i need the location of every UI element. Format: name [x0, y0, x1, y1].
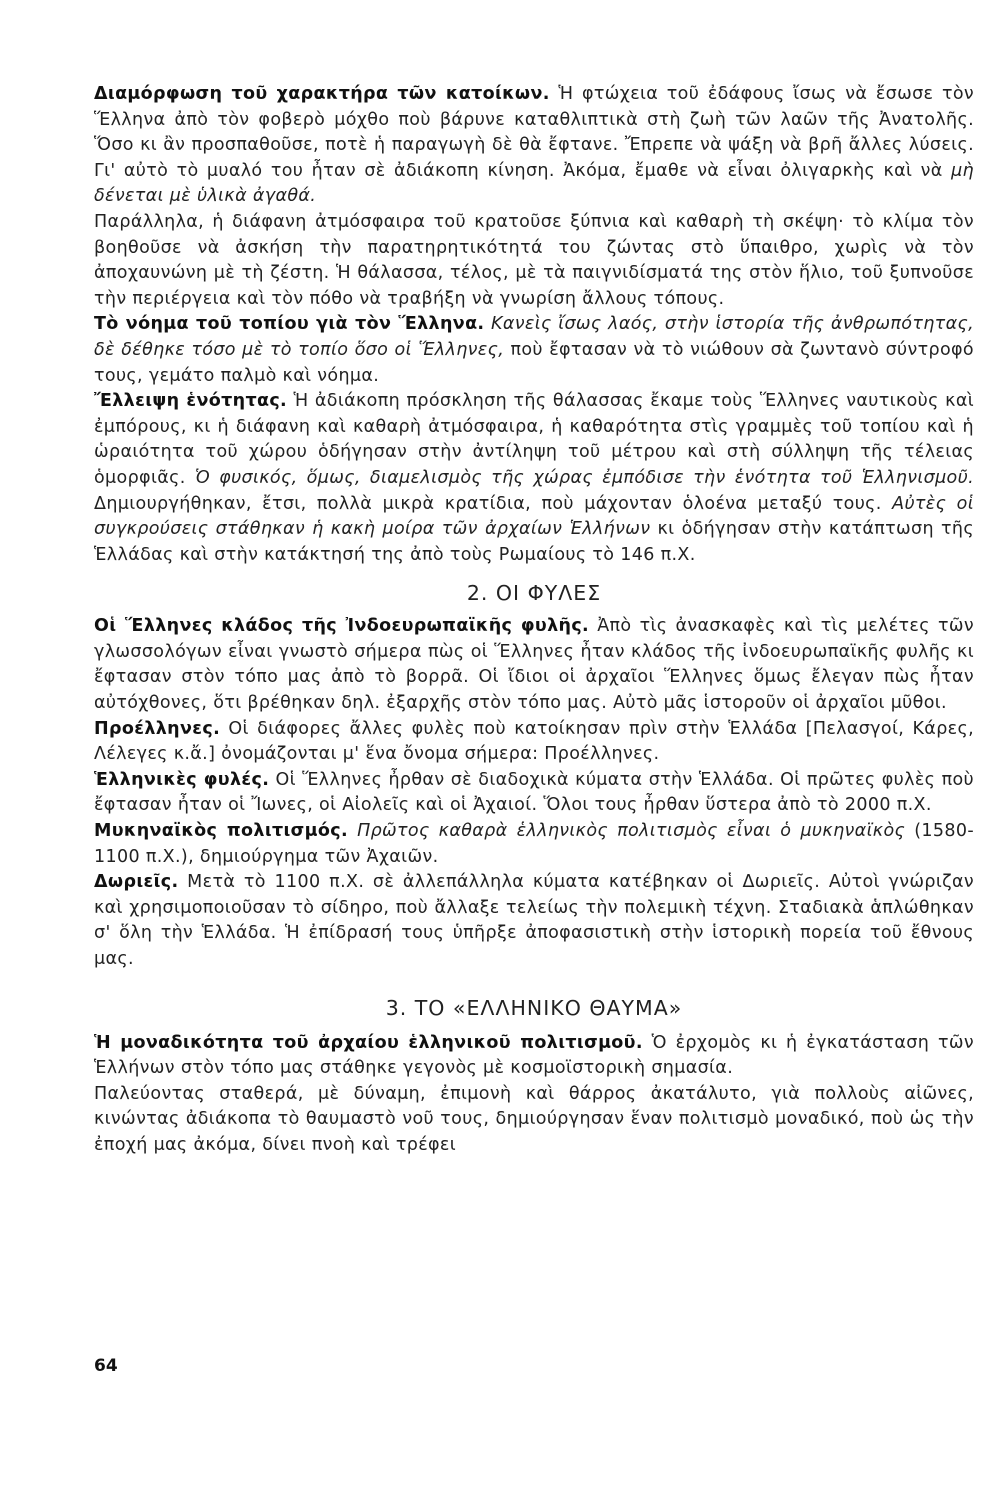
- paragraph-struggle: Παλεύοντας σταθερά, μὲ δύναμη, ἐπιμονὴ καὶ θάρρος ἀκατάλυτο, γιὰ πολλοὺς αἰῶνες, κινώντας ἀδιάκοπα τὸ θαυμαστὸ νοῦ τους, δημιούργησαν ἕναν πολιτισμὸ μοναδικό, ποὺ ὡς τὴν ἐποχή μας ἀκόμα, δίνει πνοὴ καὶ τρέφει: [94, 1083, 974, 1155]
- paragraph-unity: [94, 389, 974, 568]
- paragraph-text: (1580-1100 π.Χ.), δημιούργημα τῶν Ἀχαιῶν.: [94, 821, 975, 867]
- paragraph-text: Ἀπὸ τὶς ἀνασκαφὲς καὶ τὶς μελέτες τῶν γλωσσολόγων εἶναι γνωστὸ σήμερα πὼς οἱ Ἕλληνες ἦταν κλάδος τῆς ἰνδοευρωπαϊκῆς φυλῆς κι ἔφτασαν στὸν τόπο μας ἀπὸ τὸ βορρᾶ. Οἱ ἴδιοι οἱ ἀρχαῖοι Ἕλληνες ὅμως ἔλεγαν πὼς ἦταν αὐτόχθονες, ὅτι βρέθηκαν δηλ. ἐξαρχῆς στὸν τόπο μας. Αὐτὸ μᾶς ἱστοροῦν οἱ ἀρχαῖοι μῦθοι.: [94, 616, 974, 714]
- paragraph-heading: Δωριεῖς.: [94, 872, 179, 893]
- paragraph-heading: Τὸ νόημα τοῦ τοπίου γιὰ τὸν Ἕλληνα.: [94, 314, 485, 335]
- paragraph-italic: μὴ δένεται μὲ ὑλικὰ ἀγαθά.: [94, 160, 974, 207]
- paragraph-text: Οἱ διάφορες ἄλλες φυλὲς ποὺ κατοίκησαν πρὶν στὴν Ἑλλάδα [Πελασγοί, Κάρες, Λέλεγες κ.ἄ.] ὀνομάζονται μ' ἕνα ὄνομα σήμερα: Προέλληνες.: [94, 718, 974, 765]
- paragraph-text: κι ὁδήγησαν στὴν κατάπτωση τῆς Ἑλλάδας καὶ στὴν κατάκτησή της ἀπὸ τοὺς Ρωμαίους τὸ 146 π.Χ.: [94, 519, 974, 565]
- page-body: [94, 82, 974, 1159]
- paragraph-heading: Προέλληνες.: [94, 718, 221, 739]
- paragraph-italic: Κανεὶς ἴσως λαός, στὴν ἱστορία τῆς ἀνθρωπότητας, δὲ δέθηκε τόσο μὲ τὸ τοπίο ὅσο οἱ Ἕλληνες,: [94, 314, 974, 360]
- paragraph-landscape: [94, 312, 974, 389]
- paragraph-heading: Μυκηναϊκὸς πολιτισμός.: [94, 821, 348, 842]
- paragraph-text: Μετὰ τὸ 1100 π.Χ. σὲ ἀλλεπάλληλα κύματα κατέβηκαν οἱ Δωριεῖς. Αὐτοὶ γνώριζαν καὶ χρησιμοποιοῦσαν τὸ σίδηρο, ποὺ ἄλλαξε τελείως τὴν πολεμικὴ τέχνη. Σταδιακὰ ἁπλώθηκαν σ' ὅλη τὴν Ἑλλάδα. Ἡ ἐπίδρασή τους ὑπῆρξε ἀποφασιστικὴ στὴν ἱστορικὴ πορεία τοῦ ἔθνους μας.: [94, 872, 974, 969]
- paragraph-mycenaean: [94, 819, 974, 870]
- paragraph-text: Δημιουργήθηκαν, ἔτσι, πολλὰ μικρὰ κρατίδια, ποὺ μάχονταν ὁλοένα μεταξύ τους.: [94, 493, 893, 514]
- paragraph-text: Ἡ φτώχεια τοῦ ἐδάφους ἴσως νὰ ἔσωσε τὸν Ἕλληνα ἀπὸ τὸν φοβερὸ μόχθο ποὺ βάρυνε καταθλιπτικὰ στὴ ζωὴ τῶν λαῶν τῆς Ἀνατολῆς. Ὅσο κι ἂν προσπαθοῦσε, ποτὲ ἡ παραγωγὴ δὲ θὰ ἔφτανε. Ἔπρεπε νὰ ψάξη νὰ βρῆ ἄλλες λύσεις. Γι' αὐτὸ τὸ μυαλό του ἦταν σὲ ἀδιάκοπη κίνηση. Ἀκόμα, ἔμαθε νὰ εἶναι ὀλιγαρκὴς καὶ νὰ: [94, 84, 975, 181]
- paragraph-text: Οἱ Ἕλληνες ἦρθαν σὲ διαδοχικὰ κύματα στὴν Ἑλλάδα. Οἱ πρῶτες φυλὲς ποὺ ἔφτασαν ἦταν οἱ Ἴωνες, οἱ Αἰολεῖς καὶ οἱ Ἀχαιοί. Ὅλοι τους ἦρθαν ὕστερα ἀπὸ τὸ 2000 π.Χ.: [94, 769, 974, 816]
- paragraph-heading: Ἔλλειψη ἑνότητας.: [94, 391, 288, 412]
- paragraph-dorians: [94, 870, 974, 972]
- paragraph-heading: Ἡ μοναδικότητα τοῦ ἀρχαίου ἑλληνικοῦ πολιτισμοῦ.: [94, 1032, 643, 1053]
- section-heading-miracle: 3. ΤΟ «ΕΛΛΗΝΙΚΟ ΘΑΥΜΑ»: [385, 995, 683, 1020]
- paragraph-prehellenes: [94, 717, 974, 768]
- paragraph-indoeuropean: [94, 614, 974, 716]
- paragraph-italic: Ὁ φυσικός, ὅμως, διαμελισμὸς τῆς χώρας ἐμπόδισε τὴν ἑνότητα τοῦ Ἑλληνισμοῦ.: [194, 467, 974, 488]
- paragraph-text: Ἡ ἀδιάκοπη πρόσκληση τῆς θάλασσας ἔκαμε τοὺς Ἕλληνες ναυτικοὺς καὶ ἐμπόρους, κι ἡ διάφανη καὶ καθαρὴ ἀτμόσφαιρα, ἡ καθαρότητα στὶς γραμμὲς τοῦ τοπίου καὶ ἡ ὡραιότητα τοῦ χώρου ὁδήγησαν στὴν ἀντίληψη τοῦ μέτρου καὶ στὴ σύλληψη τῆς τέλειας ὁμορφιᾶς.: [94, 391, 974, 488]
- section-heading-tribes: 2. ΟΙ ΦΥΛΕΣ: [466, 581, 602, 606]
- paragraph-atmosphere: Παράλληλα, ἡ διάφανη ἀτμόσφαιρα τοῦ κρατοῦσε ξύπνια καὶ καθαρὴ τὴ σκέψη· τὸ κλίμα τὸν βοηθοῦσε νὰ ἀσκήση τὴν παρατηρητικότητά του ζώντας στὸ ὕπαιθρο, χωρὶς νὰ τὸν ἀποχαυνώνη μὲ τὴ ζέστη. Ἡ θάλασσα, τέλος, μὲ τὰ παιγνιδίσματά της στὸν ἥλιο, τοῦ ξυπνοῦσε τὴν περιέργεια καὶ τὸν πόθο νὰ τραβήξη νὰ γνωρίση ἄλλους τόπους.: [94, 211, 974, 309]
- paragraph-greek-tribes: [94, 768, 974, 819]
- paragraph-italic: Πρῶτος καθαρὰ ἑλληνικὸς πολιτισμὸς εἶναι ὁ μυκηναϊκὸς: [347, 821, 906, 842]
- paragraph-text: ποὺ ἔφτασαν νὰ τὸ νιώθουν σὰ ζωντανὸ σύντροφό τους, γεμάτο παλμὸ καὶ νόημα.: [94, 339, 974, 386]
- paragraph-character: [94, 82, 974, 210]
- paragraph-text: Ὁ ἐρχομὸς κι ἡ ἐγκατάσταση τῶν Ἑλλήνων στὸν τόπο μας στάθηκε γεγονὸς μὲ κοσμοϊστορικὴ σημασία.: [94, 1032, 974, 1079]
- page-number: 64: [94, 1356, 118, 1376]
- paragraph-heading: Ἑλληνικὲς φυλές.: [94, 769, 270, 790]
- paragraph-uniqueness: [94, 1031, 974, 1082]
- paragraph-heading: Οἱ Ἕλληνες κλάδος τῆς Ἰνδοευρωπαϊκῆς φυλῆς.: [94, 616, 590, 637]
- paragraph-italic: Αὐτὲς οἱ συγκρούσεις στάθηκαν ἡ κακὴ μοίρα τῶν ἀρχαίων Ἑλλήνων: [94, 493, 974, 540]
- paragraph-heading: Διαμόρφωση τοῦ χαρακτήρα τῶν κατοίκων.: [94, 84, 550, 104]
